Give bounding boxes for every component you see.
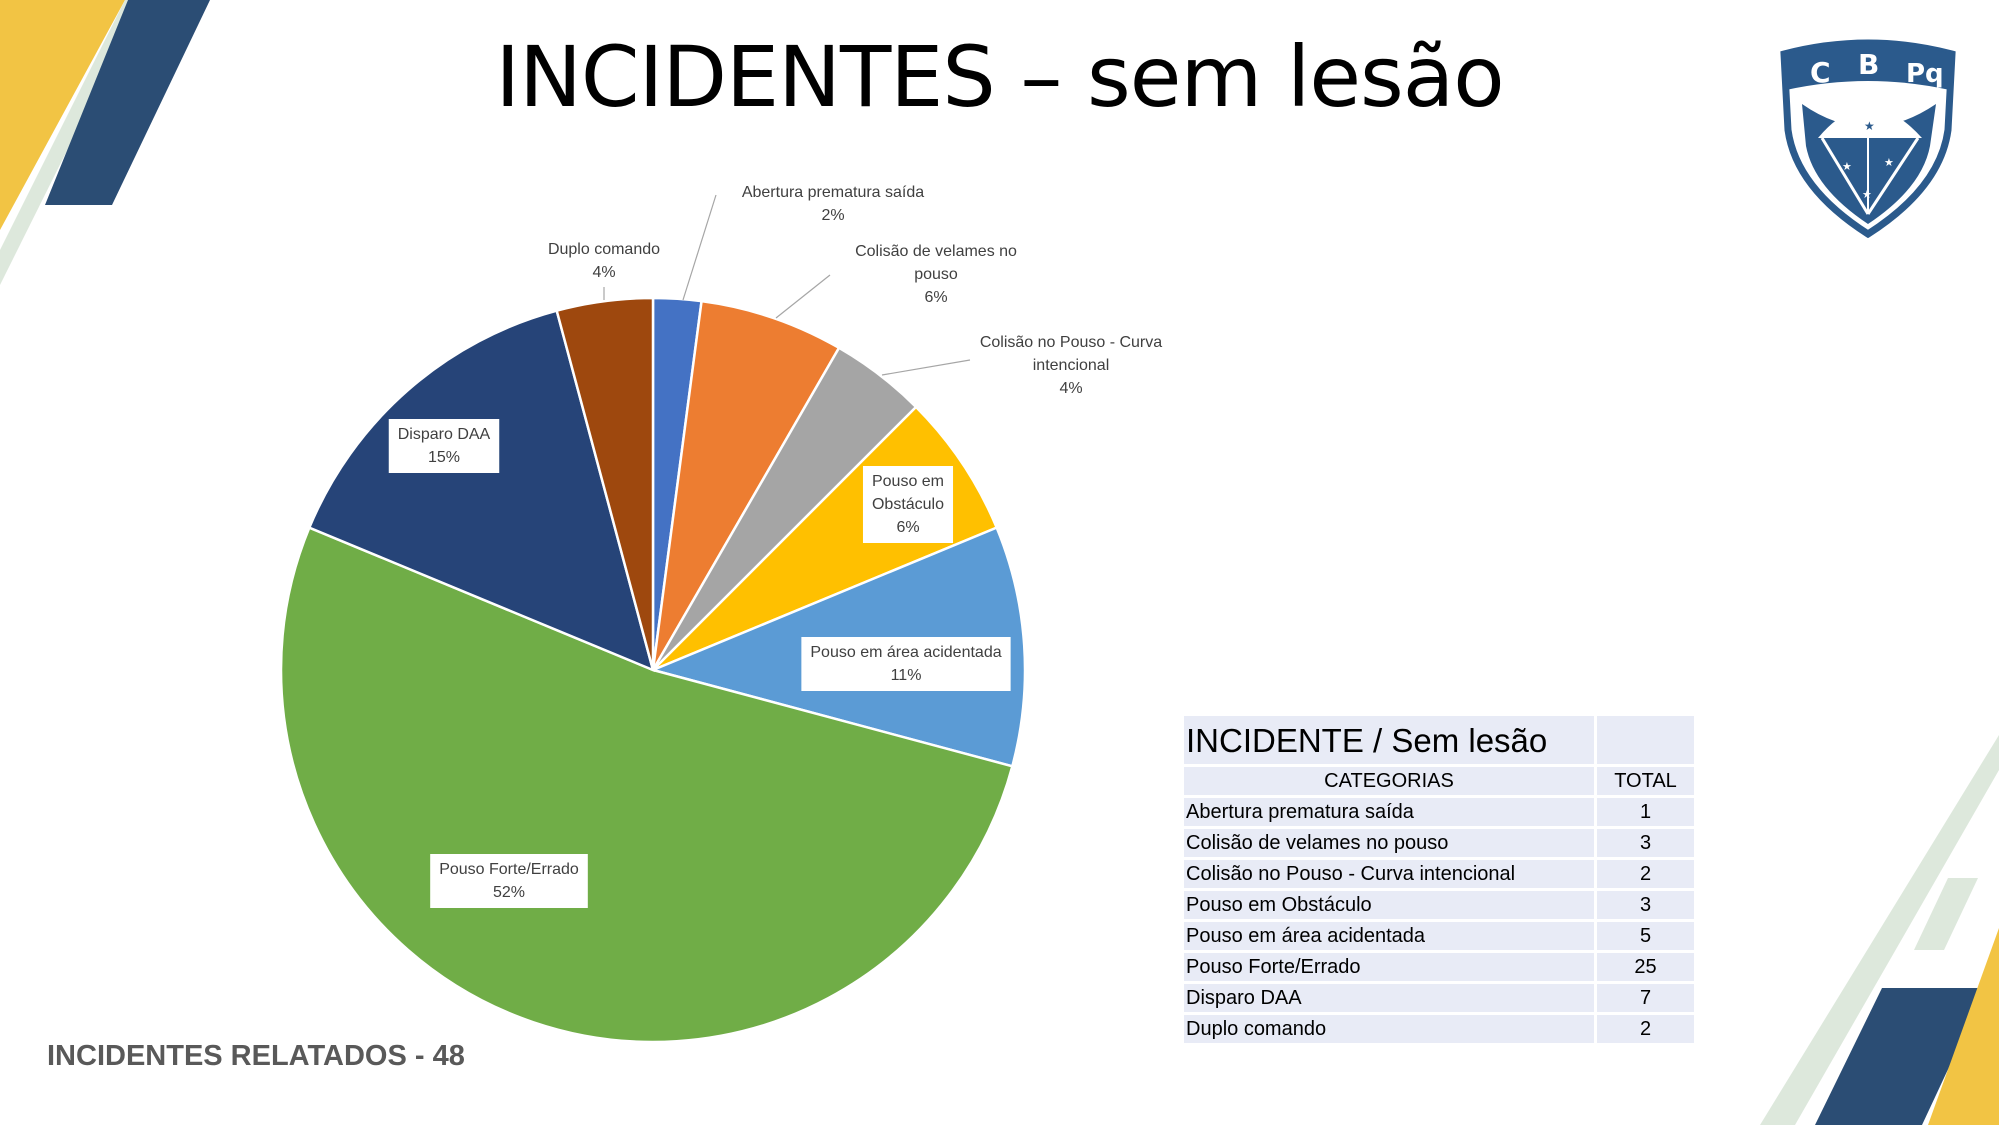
table-row bbox=[1184, 860, 1694, 888]
data-label-2 bbox=[855, 243, 1017, 306]
table-cell-total: 2 bbox=[1597, 860, 1694, 888]
table-header-total: TOTAL bbox=[1597, 767, 1694, 795]
table-cell-category: Disparo DAA bbox=[1184, 984, 1594, 1012]
leader-line-3 bbox=[882, 360, 970, 375]
table-cell-category: Colisão de velames no pouso bbox=[1184, 829, 1594, 857]
logo-letter-c: C bbox=[1810, 56, 1831, 89]
data-label-8 bbox=[548, 241, 660, 281]
table-row bbox=[1184, 1015, 1694, 1043]
data-label-text: Pouso em área acidentada bbox=[810, 644, 1002, 661]
data-label-text: Colisão de velames no bbox=[855, 243, 1017, 260]
svg-text:★: ★ bbox=[1842, 161, 1852, 173]
data-label-text: 2% bbox=[821, 207, 845, 224]
table-header-categories: CATEGORIAS bbox=[1184, 767, 1594, 795]
table-cell-total: 2 bbox=[1597, 1015, 1694, 1043]
table-cell-total: 1 bbox=[1597, 798, 1694, 826]
data-label-text: 11% bbox=[890, 667, 922, 684]
svg-text:★: ★ bbox=[1884, 157, 1894, 169]
table-cell-category: Pouso em Obstáculo bbox=[1184, 891, 1594, 919]
table-cell-total: 3 bbox=[1597, 891, 1694, 919]
data-label-text: 52% bbox=[492, 884, 526, 901]
svg-text:★: ★ bbox=[1862, 189, 1872, 201]
data-label-7 bbox=[389, 419, 499, 473]
logo-letter-b: B bbox=[1858, 48, 1880, 81]
data-label-3 bbox=[980, 334, 1162, 397]
table-title: INCIDENTE / Sem lesão bbox=[1184, 716, 1594, 764]
data-label-text: 6% bbox=[924, 289, 948, 306]
data-label-text: 4% bbox=[1059, 380, 1083, 397]
table-row bbox=[1184, 922, 1694, 950]
data-label-6 bbox=[430, 854, 588, 908]
data-label-text: Obstáculo bbox=[871, 496, 945, 513]
slide-title: INCIDENTES – sem lesão bbox=[495, 28, 1504, 126]
table-row bbox=[1184, 953, 1694, 981]
logo-letter-pq: Pq bbox=[1906, 59, 1944, 89]
data-label-text: Pouso Forte/Errado bbox=[439, 861, 579, 878]
svg-text:★: ★ bbox=[1864, 119, 1875, 133]
data-label-text: Duplo comando bbox=[547, 241, 661, 258]
table-cell-category: Duplo comando bbox=[1184, 1015, 1594, 1043]
data-label-text: pouso bbox=[914, 266, 958, 283]
data-label-4 bbox=[863, 466, 953, 543]
table-cell-category: Pouso Forte/Errado bbox=[1184, 953, 1594, 981]
leader-line-1 bbox=[683, 195, 716, 300]
incident-table bbox=[1181, 713, 1697, 1046]
table-cell-total: 3 bbox=[1597, 829, 1694, 857]
data-label-text: 6% bbox=[896, 519, 920, 536]
data-label-text: intencional bbox=[1032, 357, 1110, 374]
table-cell-category: Abertura prematura saída bbox=[1184, 798, 1594, 826]
table-row bbox=[1184, 891, 1694, 919]
data-label-text: Colisão no Pouso - Curva bbox=[979, 334, 1163, 351]
table-cell-total: 25 bbox=[1597, 953, 1694, 981]
table-row bbox=[1184, 829, 1694, 857]
data-label-text: Disparo DAA bbox=[397, 426, 491, 443]
data-label-text: Pouso em bbox=[871, 473, 945, 490]
table-cell-total: 7 bbox=[1597, 984, 1694, 1012]
data-label-text: 4% bbox=[592, 264, 616, 281]
data-label-text: 15% bbox=[427, 449, 461, 466]
table-cell-category: Pouso em área acidentada bbox=[1184, 922, 1594, 950]
table-cell-category: Colisão no Pouso - Curva intencional bbox=[1184, 860, 1594, 888]
leader-line-2 bbox=[776, 275, 830, 318]
data-label-text: Abertura prematura saída bbox=[741, 184, 925, 201]
table-cell-total: 5 bbox=[1597, 922, 1694, 950]
data-label-1 bbox=[742, 184, 924, 224]
table-row bbox=[1184, 984, 1694, 1012]
incidents-reported-footer: INCIDENTES RELATADOS - 48 bbox=[47, 1040, 465, 1072]
table-title-blank bbox=[1597, 716, 1694, 764]
data-label-5 bbox=[801, 637, 1010, 691]
table-row bbox=[1184, 798, 1694, 826]
